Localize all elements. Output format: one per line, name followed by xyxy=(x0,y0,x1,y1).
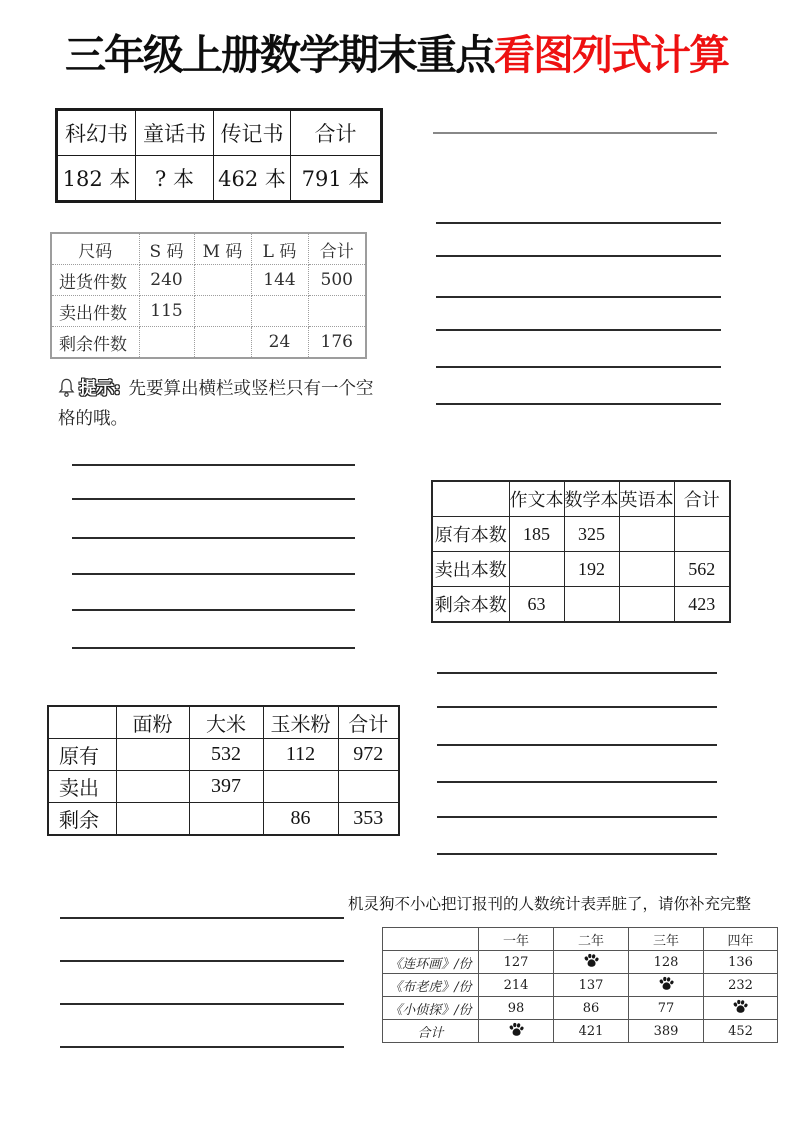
table-cell: 24 xyxy=(251,327,308,359)
books-table xyxy=(55,108,383,203)
table-cell xyxy=(704,997,778,1020)
table-row xyxy=(432,587,730,623)
table-cell xyxy=(194,327,251,359)
table-cell xyxy=(564,587,619,623)
row-label: 卖出 xyxy=(48,771,116,803)
bottom-note: 机灵狗不小心把订报刊的人数统计表弄脏了，请你补充完整 xyxy=(348,896,752,913)
table-cell: 240 xyxy=(139,265,194,296)
table-cell xyxy=(479,1020,554,1043)
table-cell xyxy=(619,552,674,587)
table-row xyxy=(432,517,730,552)
answer-line xyxy=(436,403,721,405)
table-row xyxy=(57,156,382,202)
row-label: 《连环画》/份 xyxy=(383,951,479,974)
column-header xyxy=(383,928,479,951)
table-row xyxy=(51,327,366,359)
table-cell: 98 xyxy=(479,997,554,1020)
table-cell: 63 xyxy=(509,587,564,623)
answer-line xyxy=(60,1046,344,1048)
table-row xyxy=(48,803,399,836)
answer-line xyxy=(437,781,717,783)
table-cell: 791 本 xyxy=(291,156,382,202)
answer-line xyxy=(72,464,355,466)
answer-line xyxy=(60,960,344,962)
row-label: 进货件数 xyxy=(51,265,139,296)
row-label: 卖出件数 xyxy=(51,296,139,327)
table-cell: 500 xyxy=(308,265,366,296)
answer-line xyxy=(437,816,717,818)
column-header xyxy=(432,481,509,517)
row-label: 剩余本数 xyxy=(432,587,509,623)
table-cell: 232 xyxy=(704,974,778,997)
answer-line xyxy=(60,1003,344,1005)
answer-line xyxy=(436,329,721,331)
answer-line xyxy=(436,366,721,368)
table-cell: 86 xyxy=(263,803,338,836)
column-header: 合计 xyxy=(308,233,366,265)
table-row xyxy=(48,771,399,803)
table-row xyxy=(51,265,366,296)
table-cell: 182 本 xyxy=(57,156,136,202)
table-cell: 127 xyxy=(479,951,554,974)
answer-line xyxy=(437,853,717,855)
sizes-table xyxy=(50,232,367,359)
table-row xyxy=(383,997,778,1020)
table-cell: ? 本 xyxy=(136,156,214,202)
table-row xyxy=(51,296,366,327)
table-cell: 86 xyxy=(554,997,629,1020)
column-header: 传记书 xyxy=(214,110,291,156)
row-label: 原有本数 xyxy=(432,517,509,552)
header-row xyxy=(432,481,730,517)
table-cell xyxy=(189,803,263,836)
notebooks-table xyxy=(431,480,731,623)
column-header: 二年 xyxy=(554,928,629,951)
table-cell xyxy=(338,771,399,803)
table-cell xyxy=(674,517,730,552)
column-header: 玉米粉 xyxy=(263,706,338,739)
column-header: 童话书 xyxy=(136,110,214,156)
column-header: 科幻书 xyxy=(57,110,136,156)
answer-line xyxy=(436,296,721,298)
column-header: 面粉 xyxy=(116,706,189,739)
bell-icon xyxy=(58,378,75,398)
column-header: 合计 xyxy=(338,706,399,739)
hint-box xyxy=(58,374,388,434)
column-header: 合计 xyxy=(291,110,382,156)
table-cell: 192 xyxy=(564,552,619,587)
table-cell: 136 xyxy=(704,951,778,974)
table-cell: 112 xyxy=(263,739,338,771)
table-cell xyxy=(139,327,194,359)
answer-line xyxy=(433,132,717,134)
answer-line xyxy=(436,255,721,257)
header-row xyxy=(51,233,366,265)
table-cell xyxy=(116,739,189,771)
header-row xyxy=(48,706,399,739)
paw-print-icon xyxy=(658,976,675,991)
answer-line xyxy=(437,672,717,674)
column-header: 英语本 xyxy=(619,481,674,517)
row-label: 原有 xyxy=(48,739,116,771)
column-header: S 码 xyxy=(139,233,194,265)
table-cell: 214 xyxy=(479,974,554,997)
table-cell: 176 xyxy=(308,327,366,359)
table-cell xyxy=(194,265,251,296)
table-cell xyxy=(263,771,338,803)
hint-text: 先要算出横栏或竖栏只有一个空格的哦。 xyxy=(58,379,374,429)
table-cell: 137 xyxy=(554,974,629,997)
column-header: M 码 xyxy=(194,233,251,265)
column-header: 合计 xyxy=(674,481,730,517)
answer-line xyxy=(437,706,717,708)
paw-print-icon xyxy=(508,1022,525,1037)
title-red-part: 看图列式计算 xyxy=(494,32,728,78)
row-label: 剩余件数 xyxy=(51,327,139,359)
answer-line xyxy=(436,222,721,224)
table-cell xyxy=(116,771,189,803)
table-cell: 452 xyxy=(704,1020,778,1043)
table-cell: 353 xyxy=(338,803,399,836)
table-cell: 972 xyxy=(338,739,399,771)
table-cell xyxy=(509,552,564,587)
table-cell: 144 xyxy=(251,265,308,296)
header-row xyxy=(57,110,382,156)
table-row xyxy=(383,951,778,974)
column-header: 三年 xyxy=(629,928,704,951)
table-cell xyxy=(194,296,251,327)
table-cell xyxy=(619,517,674,552)
table-cell: 325 xyxy=(564,517,619,552)
page-title xyxy=(0,22,793,81)
paw-print-icon xyxy=(732,999,749,1014)
column-header: 数学本 xyxy=(564,481,619,517)
paw-print-icon xyxy=(583,953,600,968)
table-cell: 462 本 xyxy=(214,156,291,202)
table-cell xyxy=(554,951,629,974)
table-cell xyxy=(619,587,674,623)
table-cell xyxy=(251,296,308,327)
table-cell: 423 xyxy=(674,587,730,623)
table-cell: 421 xyxy=(554,1020,629,1043)
table-cell: 128 xyxy=(629,951,704,974)
answer-line xyxy=(72,573,355,575)
column-header: 大米 xyxy=(189,706,263,739)
table-cell: 562 xyxy=(674,552,730,587)
table-cell: 185 xyxy=(509,517,564,552)
table-cell: 389 xyxy=(629,1020,704,1043)
table-cell: 115 xyxy=(139,296,194,327)
table-cell xyxy=(308,296,366,327)
column-header xyxy=(48,706,116,739)
row-label: 《布老虎》/份 xyxy=(383,974,479,997)
table-row xyxy=(383,974,778,997)
table-row xyxy=(48,739,399,771)
row-label: 合计 xyxy=(383,1020,479,1043)
answer-line xyxy=(60,917,344,919)
row-label: 剩余 xyxy=(48,803,116,836)
newspaper-table xyxy=(382,927,778,1043)
column-header: 尺码 xyxy=(51,233,139,265)
hint-label: 提示: xyxy=(79,379,121,399)
row-label: 《小侦探》/份 xyxy=(383,997,479,1020)
title-black-part: 三年级上册数学期末重点 xyxy=(65,32,494,78)
flour-table xyxy=(47,705,400,836)
column-header: 四年 xyxy=(704,928,778,951)
column-header: 一年 xyxy=(479,928,554,951)
table-cell: 77 xyxy=(629,997,704,1020)
column-header: L 码 xyxy=(251,233,308,265)
row-label: 卖出本数 xyxy=(432,552,509,587)
table-cell: 532 xyxy=(189,739,263,771)
answer-line xyxy=(72,498,355,500)
answer-line xyxy=(72,537,355,539)
answer-line xyxy=(72,647,355,649)
table-cell xyxy=(116,803,189,836)
answer-line xyxy=(72,609,355,611)
table-row xyxy=(432,552,730,587)
answer-line xyxy=(437,744,717,746)
table-cell xyxy=(629,974,704,997)
column-header: 作文本 xyxy=(509,481,564,517)
table-cell: 397 xyxy=(189,771,263,803)
table-row xyxy=(383,1020,778,1043)
header-row xyxy=(383,928,778,951)
